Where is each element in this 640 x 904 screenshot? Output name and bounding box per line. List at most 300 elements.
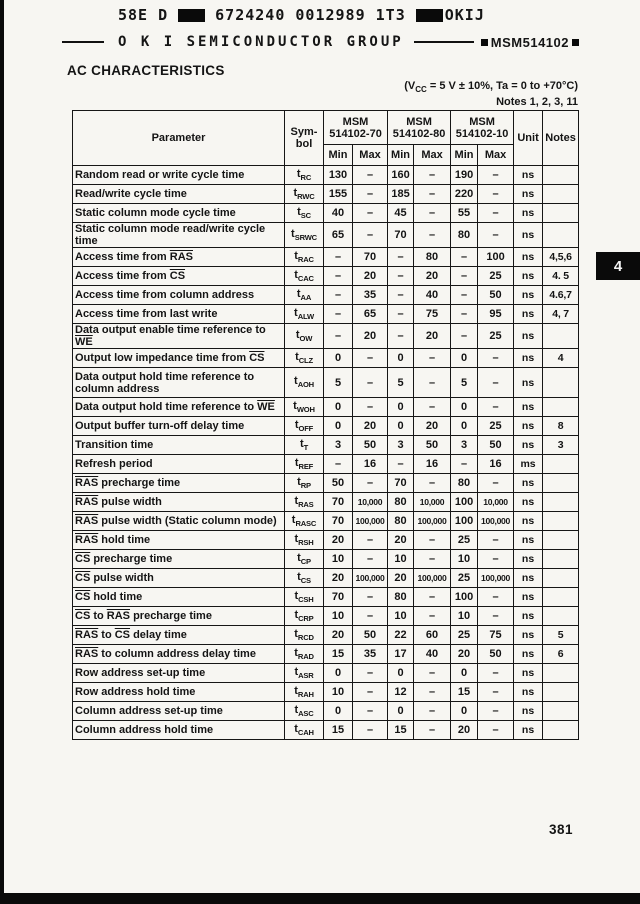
table-row bbox=[73, 645, 579, 664]
notes-cell bbox=[543, 588, 579, 607]
value-cell: – bbox=[388, 286, 414, 305]
parameter-cell: Row address hold time bbox=[73, 683, 285, 702]
value-cell: 10,000 bbox=[478, 493, 514, 512]
unit-cell: ns bbox=[514, 664, 543, 683]
value-cell: – bbox=[353, 550, 388, 569]
value-cell: – bbox=[478, 166, 514, 185]
value-cell: 70 bbox=[324, 588, 353, 607]
parameter-cell: Data output enable time reference to $\overline{WE}$ bbox=[73, 324, 285, 349]
notes-cell bbox=[543, 550, 579, 569]
value-cell: 100,000 bbox=[414, 512, 451, 531]
table-row bbox=[73, 531, 579, 550]
unit-cell: ns bbox=[514, 324, 543, 349]
parameter-cell: Random read or write cycle time bbox=[73, 166, 285, 185]
value-cell: – bbox=[353, 721, 388, 740]
value-cell: – bbox=[414, 474, 451, 493]
parameter-cell: $\overline{CS}$ precharge time bbox=[73, 550, 285, 569]
table-row bbox=[73, 417, 579, 436]
unit-cell: ns bbox=[514, 512, 543, 531]
ocr-header-line bbox=[118, 6, 485, 24]
value-cell: 75 bbox=[414, 305, 451, 324]
symbol-cell: $t_{CLZ}$ bbox=[285, 349, 324, 368]
parameter-cell: Column address set-up time bbox=[73, 702, 285, 721]
value-cell: 25 bbox=[478, 324, 514, 349]
col-header-symbol: Sym- bol bbox=[285, 111, 324, 166]
parameter-cell: $\overline{RAS}$ hold time bbox=[73, 531, 285, 550]
symbol-cell: $t_{CP}$ bbox=[285, 550, 324, 569]
parameter-cell: $\overline{RAS}$ precharge time bbox=[73, 474, 285, 493]
notes-cell: 4 bbox=[543, 349, 579, 368]
symbol-cell: $t_{RC}$ bbox=[285, 166, 324, 185]
value-cell: – bbox=[414, 702, 451, 721]
value-cell: – bbox=[353, 664, 388, 683]
unit-cell: ns bbox=[514, 550, 543, 569]
col-header-parameter: Parameter bbox=[73, 111, 285, 166]
symbol-cell: $t_{RP}$ bbox=[285, 474, 324, 493]
unit-cell: ns bbox=[514, 248, 543, 267]
table-row bbox=[73, 398, 579, 417]
table-row bbox=[73, 702, 579, 721]
page-number: 381 bbox=[549, 822, 574, 837]
value-cell: 100,000 bbox=[478, 569, 514, 588]
value-cell: 0 bbox=[388, 349, 414, 368]
value-cell: 70 bbox=[388, 474, 414, 493]
parameter-cell: Transition time bbox=[73, 436, 285, 455]
symbol-cell: $t_{REF}$ bbox=[285, 455, 324, 474]
table-row bbox=[73, 204, 579, 223]
square-bullet-icon bbox=[481, 39, 488, 46]
value-cell: – bbox=[478, 702, 514, 721]
parameter-cell: Row address set-up time bbox=[73, 664, 285, 683]
value-cell: 15 bbox=[324, 645, 353, 664]
unit-cell: ns bbox=[514, 702, 543, 721]
value-cell: – bbox=[324, 286, 353, 305]
value-cell: 20 bbox=[353, 267, 388, 286]
value-cell: 10 bbox=[324, 607, 353, 626]
value-cell: 100 bbox=[478, 248, 514, 267]
parameter-cell: Output buffer turn-off delay time bbox=[73, 417, 285, 436]
value-cell: 20 bbox=[353, 324, 388, 349]
vcc-subscript: CC bbox=[415, 85, 427, 95]
value-cell: 17 bbox=[388, 645, 414, 664]
value-cell: – bbox=[414, 349, 451, 368]
value-cell: – bbox=[414, 588, 451, 607]
value-cell: 16 bbox=[414, 455, 451, 474]
value-cell: 70 bbox=[324, 512, 353, 531]
value-cell: 3 bbox=[388, 436, 414, 455]
value-cell: – bbox=[388, 248, 414, 267]
parameter-cell: $\overline{RAS}$ to $\overline{CS}$ delay time bbox=[73, 626, 285, 645]
parameter-cell: $\overline{RAS}$ to column address delay time bbox=[73, 645, 285, 664]
value-cell: 65 bbox=[324, 223, 353, 248]
value-cell: 20 bbox=[414, 324, 451, 349]
value-cell: 80 bbox=[388, 588, 414, 607]
value-cell: – bbox=[353, 702, 388, 721]
parameter-cell: Access time from last write bbox=[73, 305, 285, 324]
value-cell: 20 bbox=[353, 417, 388, 436]
notes-cell: 4,5,6 bbox=[543, 248, 579, 267]
table-row bbox=[73, 474, 579, 493]
value-cell: 100,000 bbox=[478, 512, 514, 531]
value-cell: 155 bbox=[324, 185, 353, 204]
unit-cell: ns bbox=[514, 267, 543, 286]
notes-cell: 8 bbox=[543, 417, 579, 436]
col-header-model-80: MSM 514102-80 bbox=[388, 111, 451, 145]
square-bullet-icon bbox=[572, 39, 579, 46]
value-cell: 70 bbox=[353, 248, 388, 267]
unit-cell: ns bbox=[514, 683, 543, 702]
table-row bbox=[73, 683, 579, 702]
value-cell: 80 bbox=[388, 512, 414, 531]
value-cell: 10 bbox=[451, 550, 478, 569]
value-cell: – bbox=[414, 166, 451, 185]
unit-cell: ns bbox=[514, 185, 543, 204]
value-cell: 0 bbox=[324, 349, 353, 368]
unit-cell: ns bbox=[514, 349, 543, 368]
barcode-block-icon bbox=[178, 9, 205, 22]
table-row bbox=[73, 349, 579, 368]
notes-cell bbox=[543, 512, 579, 531]
value-cell: 100 bbox=[451, 493, 478, 512]
notes-cell bbox=[543, 702, 579, 721]
page-left-border bbox=[0, 0, 4, 904]
symbol-cell: $t_{ALW}$ bbox=[285, 305, 324, 324]
value-cell: 0 bbox=[324, 398, 353, 417]
notes-cell: 4. 5 bbox=[543, 267, 579, 286]
value-cell: 100 bbox=[451, 512, 478, 531]
value-cell: – bbox=[478, 223, 514, 248]
value-cell: 40 bbox=[414, 286, 451, 305]
parameter-cell: $\overline{CS}$ pulse width bbox=[73, 569, 285, 588]
notes-cell: 5 bbox=[543, 626, 579, 645]
value-cell: – bbox=[478, 204, 514, 223]
value-cell: – bbox=[388, 455, 414, 474]
value-cell: – bbox=[353, 588, 388, 607]
table-row bbox=[73, 721, 579, 740]
unit-cell: ms bbox=[514, 455, 543, 474]
table-row bbox=[73, 305, 579, 324]
unit-cell: ns bbox=[514, 436, 543, 455]
symbol-cell: $t_{CAC}$ bbox=[285, 267, 324, 286]
value-cell: 95 bbox=[478, 305, 514, 324]
table-row bbox=[73, 664, 579, 683]
parameter-cell: Refresh period bbox=[73, 455, 285, 474]
ocr-code-mid: 6724240 0012989 1T3 bbox=[215, 6, 406, 24]
value-cell: 0 bbox=[388, 417, 414, 436]
barcode-block-icon bbox=[416, 9, 443, 22]
symbol-cell: $t_{RAC}$ bbox=[285, 248, 324, 267]
value-cell: 50 bbox=[353, 626, 388, 645]
symbol-cell: $t_{AA}$ bbox=[285, 286, 324, 305]
parameter-cell: Column address hold time bbox=[73, 721, 285, 740]
table-row bbox=[73, 166, 579, 185]
value-cell: – bbox=[414, 223, 451, 248]
parameter-cell: $\overline{RAS}$ pulse width bbox=[73, 493, 285, 512]
unit-cell: ns bbox=[514, 204, 543, 223]
value-cell: – bbox=[353, 166, 388, 185]
value-cell: 10,000 bbox=[414, 493, 451, 512]
value-cell: 50 bbox=[414, 436, 451, 455]
value-cell: 190 bbox=[451, 166, 478, 185]
value-cell: 20 bbox=[388, 531, 414, 550]
value-cell: 0 bbox=[388, 398, 414, 417]
unit-cell: ns bbox=[514, 223, 543, 248]
symbol-cell: $t_{OW}$ bbox=[285, 324, 324, 349]
symbol-cell: $t_{WOH}$ bbox=[285, 398, 324, 417]
value-cell: 15 bbox=[324, 721, 353, 740]
value-cell: 100,000 bbox=[353, 569, 388, 588]
value-cell: – bbox=[353, 185, 388, 204]
symbol-cell: $t_{CSH}$ bbox=[285, 588, 324, 607]
value-cell: – bbox=[388, 267, 414, 286]
col-header-min: Min bbox=[451, 145, 478, 166]
value-cell: – bbox=[478, 607, 514, 626]
notes-cell bbox=[543, 569, 579, 588]
value-cell: – bbox=[324, 305, 353, 324]
value-cell: – bbox=[414, 204, 451, 223]
value-cell: 20 bbox=[324, 626, 353, 645]
table-row bbox=[73, 550, 579, 569]
value-cell: – bbox=[451, 324, 478, 349]
value-cell: 160 bbox=[388, 166, 414, 185]
value-cell: 22 bbox=[388, 626, 414, 645]
value-cell: 5 bbox=[324, 368, 353, 398]
value-cell: 25 bbox=[451, 626, 478, 645]
col-header-max: Max bbox=[478, 145, 514, 166]
value-cell: 35 bbox=[353, 286, 388, 305]
value-cell: 65 bbox=[353, 305, 388, 324]
parameter-cell: Static column mode read/write cycle time bbox=[73, 223, 285, 248]
value-cell: 3 bbox=[324, 436, 353, 455]
notes-cell bbox=[543, 607, 579, 626]
test-conditions bbox=[404, 80, 578, 109]
symbol-cell: $t_{RCD}$ bbox=[285, 626, 324, 645]
value-cell: 50 bbox=[478, 436, 514, 455]
value-cell: – bbox=[478, 398, 514, 417]
value-cell: – bbox=[324, 455, 353, 474]
value-cell: 25 bbox=[451, 569, 478, 588]
value-cell: 5 bbox=[451, 368, 478, 398]
notes-cell bbox=[543, 185, 579, 204]
unit-cell: ns bbox=[514, 645, 543, 664]
parameter-cell: Static column mode cycle time bbox=[73, 204, 285, 223]
symbol-cell: $t_{SC}$ bbox=[285, 204, 324, 223]
value-cell: 10 bbox=[451, 607, 478, 626]
value-cell: 75 bbox=[478, 626, 514, 645]
notes-cell bbox=[543, 368, 579, 398]
value-cell: 25 bbox=[478, 267, 514, 286]
notes-cell bbox=[543, 493, 579, 512]
table-header-row bbox=[73, 111, 579, 145]
value-cell: 10 bbox=[388, 607, 414, 626]
col-header-min: Min bbox=[388, 145, 414, 166]
value-cell: – bbox=[324, 267, 353, 286]
value-cell: 0 bbox=[324, 664, 353, 683]
notes-cell: 4, 7 bbox=[543, 305, 579, 324]
table-row bbox=[73, 185, 579, 204]
value-cell: 0 bbox=[388, 664, 414, 683]
value-cell: – bbox=[414, 664, 451, 683]
parameter-cell: Data output hold time reference to $\overline{WE}$ bbox=[73, 398, 285, 417]
value-cell: – bbox=[353, 398, 388, 417]
value-cell: – bbox=[478, 721, 514, 740]
symbol-cell: $t_{RSH}$ bbox=[285, 531, 324, 550]
notes-reference-line: Notes 1, 2, 3, 11 bbox=[496, 96, 578, 109]
symbol-cell: $t_{SRWC}$ bbox=[285, 223, 324, 248]
table-row bbox=[73, 248, 579, 267]
value-cell: 25 bbox=[451, 531, 478, 550]
value-cell: – bbox=[478, 368, 514, 398]
unit-cell: ns bbox=[514, 368, 543, 398]
symbol-cell: $t_{RWC}$ bbox=[285, 185, 324, 204]
value-cell: 185 bbox=[388, 185, 414, 204]
ocr-code-right: OKIJ bbox=[444, 6, 485, 24]
notes-cell bbox=[543, 223, 579, 248]
value-cell: 5 bbox=[388, 368, 414, 398]
value-cell: – bbox=[414, 550, 451, 569]
conditions-rest: = 5 V ± 10%, Ta = 0 to +70°C) bbox=[426, 80, 578, 92]
symbol-cell: $t_T$ bbox=[285, 436, 324, 455]
value-cell: 40 bbox=[324, 204, 353, 223]
value-cell: – bbox=[451, 286, 478, 305]
value-cell: – bbox=[478, 664, 514, 683]
ocr-code-left: 58E D bbox=[118, 6, 169, 24]
value-cell: – bbox=[353, 223, 388, 248]
brand-row bbox=[62, 34, 582, 50]
value-cell: 50 bbox=[324, 474, 353, 493]
value-cell: 40 bbox=[414, 645, 451, 664]
value-cell: 12 bbox=[388, 683, 414, 702]
value-cell: – bbox=[478, 683, 514, 702]
table-row bbox=[73, 324, 579, 349]
symbol-cell: $t_{CS}$ bbox=[285, 569, 324, 588]
value-cell: 35 bbox=[353, 645, 388, 664]
table-row bbox=[73, 223, 579, 248]
notes-cell bbox=[543, 398, 579, 417]
table-row bbox=[73, 493, 579, 512]
col-header-max: Max bbox=[353, 145, 388, 166]
rule-divider bbox=[414, 41, 474, 43]
value-cell: 10,000 bbox=[353, 493, 388, 512]
symbol-cell: $t_{CAH}$ bbox=[285, 721, 324, 740]
value-cell: 80 bbox=[388, 493, 414, 512]
col-header-unit: Unit bbox=[514, 111, 543, 166]
table-row bbox=[73, 588, 579, 607]
value-cell: 16 bbox=[353, 455, 388, 474]
value-cell: – bbox=[414, 531, 451, 550]
unit-cell: ns bbox=[514, 626, 543, 645]
unit-cell: ns bbox=[514, 305, 543, 324]
unit-cell: ns bbox=[514, 417, 543, 436]
table-row bbox=[73, 368, 579, 398]
col-header-model-10: MSM 514102-10 bbox=[451, 111, 514, 145]
col-header-notes: Notes bbox=[543, 111, 579, 166]
value-cell: 100,000 bbox=[353, 512, 388, 531]
symbol-cell: $t_{AOH}$ bbox=[285, 368, 324, 398]
value-cell: 20 bbox=[414, 417, 451, 436]
value-cell: – bbox=[353, 349, 388, 368]
value-cell: 20 bbox=[388, 569, 414, 588]
value-cell: 80 bbox=[451, 223, 478, 248]
value-cell: 220 bbox=[451, 185, 478, 204]
value-cell: 50 bbox=[478, 286, 514, 305]
unit-cell: ns bbox=[514, 569, 543, 588]
parameter-cell: $\overline{CS}$ to $\overline{RAS}$ precharge time bbox=[73, 607, 285, 626]
value-cell: 10 bbox=[324, 683, 353, 702]
value-cell: 0 bbox=[324, 417, 353, 436]
symbol-cell: $t_{RAD}$ bbox=[285, 645, 324, 664]
notes-cell: 4.6,7 bbox=[543, 286, 579, 305]
notes-cell bbox=[543, 683, 579, 702]
unit-cell: ns bbox=[514, 531, 543, 550]
symbol-cell: $t_{CRP}$ bbox=[285, 607, 324, 626]
value-cell: 15 bbox=[388, 721, 414, 740]
value-cell: – bbox=[353, 531, 388, 550]
value-cell: 50 bbox=[353, 436, 388, 455]
symbol-cell: $t_{OFF}$ bbox=[285, 417, 324, 436]
value-cell: 20 bbox=[451, 645, 478, 664]
parameter-cell: Read/write cycle time bbox=[73, 185, 285, 204]
value-cell: 0 bbox=[451, 702, 478, 721]
value-cell: 100 bbox=[451, 588, 478, 607]
notes-cell bbox=[543, 721, 579, 740]
value-cell: – bbox=[353, 607, 388, 626]
table-row bbox=[73, 569, 579, 588]
notes-cell bbox=[543, 166, 579, 185]
parameter-cell: Access time from $\overline{RAS}$ bbox=[73, 248, 285, 267]
value-cell: – bbox=[414, 368, 451, 398]
notes-cell bbox=[543, 531, 579, 550]
section-title: AC CHARACTERISTICS bbox=[67, 63, 225, 78]
value-cell: – bbox=[451, 248, 478, 267]
value-cell: 80 bbox=[414, 248, 451, 267]
value-cell: – bbox=[414, 721, 451, 740]
conditions-line bbox=[404, 80, 578, 96]
page-bottom-bar bbox=[0, 893, 640, 904]
symbol-cell: $t_{ASC}$ bbox=[285, 702, 324, 721]
value-cell: – bbox=[414, 683, 451, 702]
value-cell: 16 bbox=[478, 455, 514, 474]
value-cell: 15 bbox=[451, 683, 478, 702]
brand-name: O K I SEMICONDUCTOR GROUP bbox=[118, 34, 404, 50]
value-cell: 45 bbox=[388, 204, 414, 223]
value-cell: – bbox=[478, 474, 514, 493]
notes-cell bbox=[543, 455, 579, 474]
value-cell: 3 bbox=[451, 436, 478, 455]
value-cell: – bbox=[353, 368, 388, 398]
value-cell: – bbox=[451, 305, 478, 324]
symbol-cell: $t_{RAS}$ bbox=[285, 493, 324, 512]
ac-characteristics-table bbox=[72, 110, 579, 740]
notes-cell: 3 bbox=[543, 436, 579, 455]
parameter-cell: $\overline{RAS}$ pulse width (Static column mode) bbox=[73, 512, 285, 531]
value-cell: 0 bbox=[324, 702, 353, 721]
value-cell: – bbox=[451, 267, 478, 286]
value-cell: 10 bbox=[388, 550, 414, 569]
value-cell: 0 bbox=[388, 702, 414, 721]
value-cell: – bbox=[388, 305, 414, 324]
symbol-cell: $t_{ASR}$ bbox=[285, 664, 324, 683]
unit-cell: ns bbox=[514, 474, 543, 493]
value-cell: 0 bbox=[451, 398, 478, 417]
notes-cell: 6 bbox=[543, 645, 579, 664]
value-cell: – bbox=[478, 185, 514, 204]
value-cell: – bbox=[414, 185, 451, 204]
table-row bbox=[73, 286, 579, 305]
value-cell: 20 bbox=[451, 721, 478, 740]
value-cell: – bbox=[414, 607, 451, 626]
part-number-label: MSM514102 bbox=[490, 34, 569, 50]
